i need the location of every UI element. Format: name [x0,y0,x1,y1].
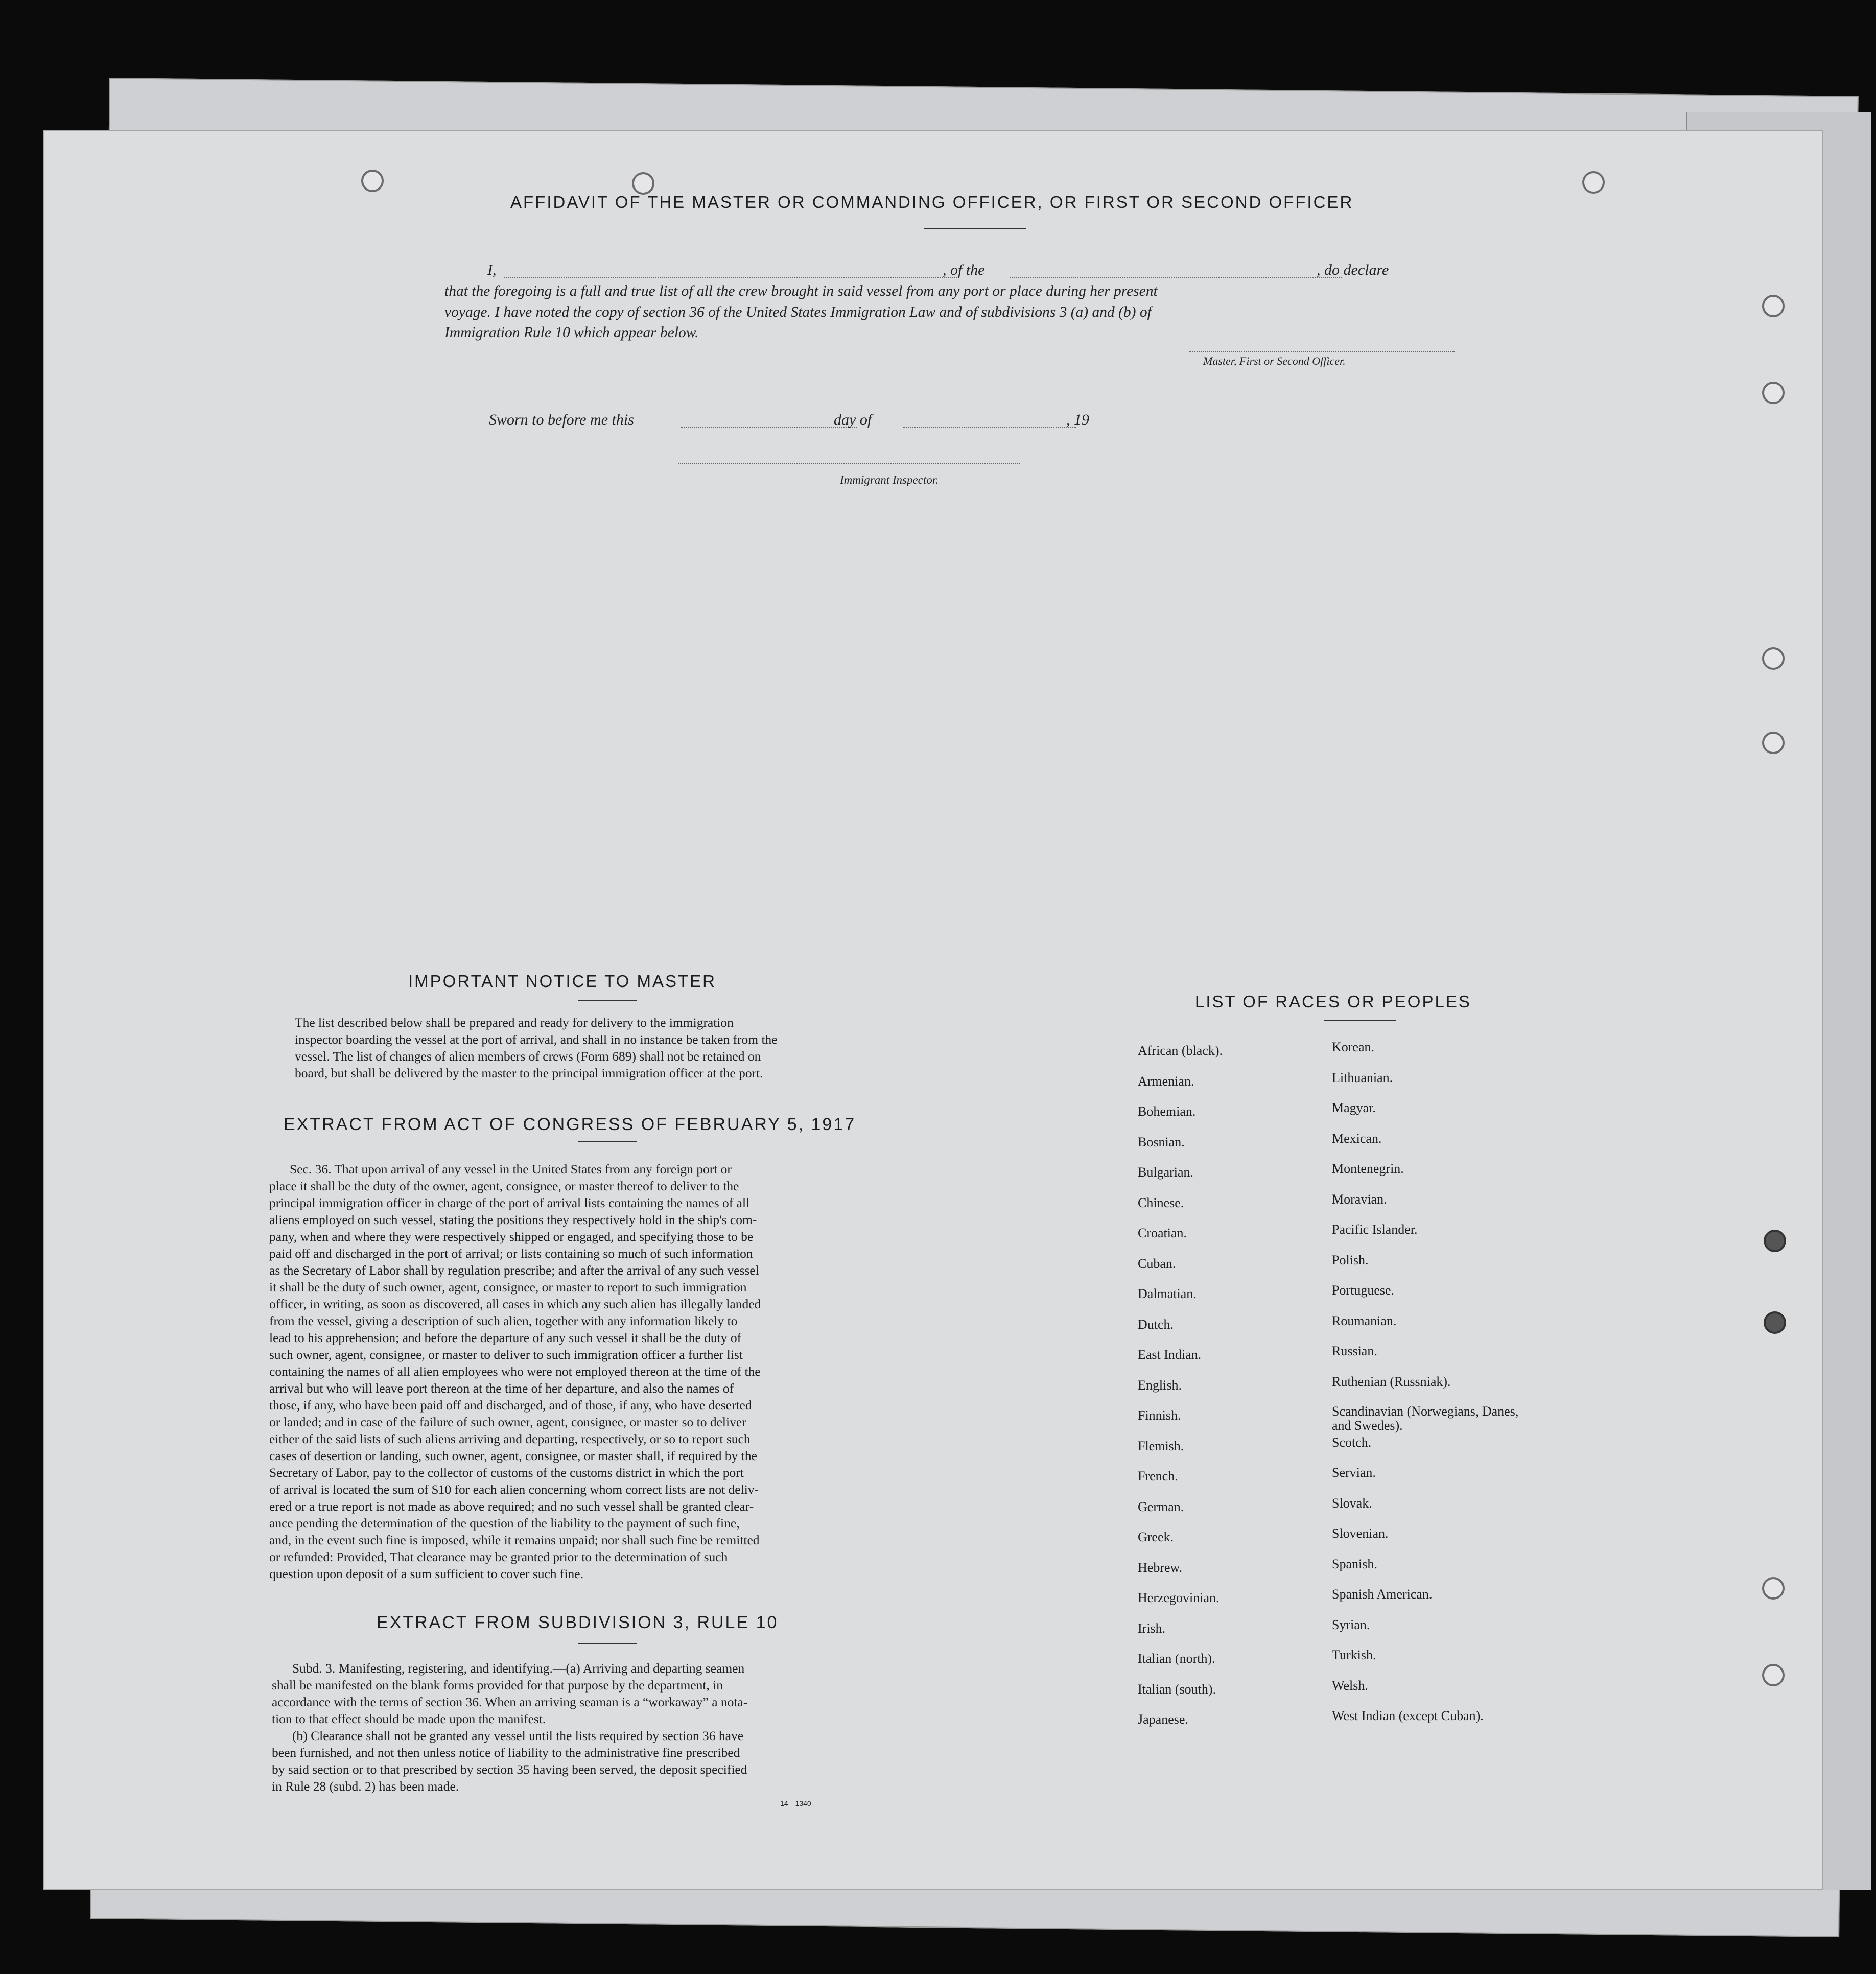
race-item: Italian (south). [1138,1681,1216,1697]
inspector-caption: Immigrant Inspector. [840,474,939,486]
race-item: Scotch. [1332,1435,1372,1450]
day-of-text: day of [834,411,872,428]
inspector-signature-field[interactable] [678,463,1020,464]
document-page [43,130,1823,1890]
race-item: Bohemian. [1138,1104,1196,1119]
act-rule [578,1141,637,1142]
affidavit-text-line: that the foregoing is a full and true list of all the crew brought in said vessel from any port or place during her present [444,283,1158,299]
punch-hole [361,170,384,192]
race-item: Armenian. [1138,1073,1194,1089]
race-item: Mexican. [1332,1131,1382,1146]
race-item: Syrian. [1332,1617,1370,1632]
race-item: Chinese. [1138,1195,1184,1210]
races-title: LIST OF RACES OR PEOPLES [1195,992,1471,1011]
act-line: ance pending the determination of the question of the liability to the payment of such fine, [269,1516,740,1531]
act-line: as the Secretary of Labor shall by regulation prescribe; and after the arrival of any such vessel [269,1263,759,1278]
affidavit-i: I, [487,262,497,278]
act-line: officer, in writing, as soon as discovered, all cases in which any such alien has illegally landed [269,1297,761,1311]
punch-hole [1764,1311,1786,1334]
races-right-column [1332,1040,1587,1739]
sworn-text: Sworn to before me this [489,411,634,428]
race-item: West Indian (except Cuban). [1332,1708,1484,1723]
rule-extract-title: EXTRACT FROM SUBDIVISION 3, RULE 10 [377,1613,779,1632]
rule-line: accordance with the terms of section 36. When an arriving seaman is a “workaway” a nota- [272,1695,748,1709]
race-item: Scandinavian (Norwegians, Danes, and Swedes). [1332,1404,1519,1433]
race-item: East Indian. [1138,1347,1202,1362]
race-item: Korean. [1332,1040,1375,1054]
race-item: Irish. [1138,1620,1166,1636]
rule-line: Subd. 3. Manifesting, registering, and identifying.—(a) Arriving and departing seamen [292,1661,745,1676]
year-text: , 19 [1066,411,1089,428]
affidavit-of-the: , of the [943,262,985,278]
act-line: question upon deposit of a sum sufficient to cover such fine. [269,1566,583,1581]
punch-hole [1762,1664,1785,1686]
race-item: Bosnian. [1138,1134,1185,1149]
title-rule [924,228,1026,229]
punch-hole [1762,295,1785,317]
race-item: Magyar. [1332,1100,1376,1115]
act-line: of arrival is located the sum of $10 for each alien concerning whom correct lists are not deliv- [269,1482,759,1497]
act-line: ered or a true report is not made as above required; and no such vessel shall be granted clear- [269,1499,754,1514]
race-item: Dutch. [1138,1317,1174,1332]
notice-text [295,1014,908,1082]
punch-hole [1762,382,1785,404]
race-item: Dalmatian. [1138,1286,1197,1301]
race-item: Flemish. [1138,1438,1184,1453]
races-left-column [1138,1043,1352,1743]
race-item: Greek. [1138,1530,1174,1544]
act-line: Sec. 36. That upon arrival of any vessel in the United States from any foreign port or [290,1162,732,1177]
act-line: lead to his apprehension; and before the departure of any such vessel it shall be the duty of [269,1330,742,1345]
race-item: Hebrew. [1138,1560,1183,1575]
act-line: those, if any, who have been paid off and discharged, and of those, if any, who have deserted [269,1398,752,1413]
act-line: arrival but who will leave port thereon at the time of her departure, and also the names of [269,1381,734,1396]
race-item: Pacific Islander. [1332,1222,1418,1237]
rule-rule [578,1643,637,1644]
affidavit-title: AFFIDAVIT OF THE MASTER OR COMMANDING OFFICER, OR FIRST OR SECOND OFFICER [510,193,1354,212]
races-rule [1324,1020,1396,1021]
notice-line: The list described below shall be prepared and ready for delivery to the immigration [295,1015,734,1030]
name-field[interactable] [504,277,959,278]
rule-line: in Rule 28 (subd. 2) has been made. [272,1779,459,1794]
race-item: Lithuanian. [1332,1070,1393,1085]
race-item: English. [1138,1377,1182,1393]
race-item: Montenegrin. [1332,1161,1404,1176]
act-line: or refunded: Provided, That clearance may be granted prior to the determination of such [269,1549,728,1564]
race-item: French. [1138,1469,1178,1484]
race-item: Italian (north). [1138,1651,1215,1666]
race-item: Bulgarian. [1138,1165,1194,1180]
notice-line: board, but shall be delivered by the master to the principal immigration officer at the port. [295,1066,763,1080]
act-line: such owner, agent, consignee, or master to deliver to such immigration officer a further list [269,1347,743,1362]
form-number: 14—1340 [780,1799,811,1807]
race-item: Welsh. [1332,1678,1368,1693]
act-line: paid off and discharged in the port of arrival; or lists containing so much of such information [269,1246,753,1261]
act-line: cases of desertion or landing, such owner, agent, consignee, or master shall, if required by the [269,1448,757,1463]
notice-line: vessel. The list of changes of alien members of crews (Form 689) shall not be retained on [295,1049,761,1064]
month-field[interactable] [903,427,1076,428]
notice-line: inspector boarding the vessel at the port of arrival, and shall in no instance be taken from the [295,1032,778,1047]
act-extract-text [269,1161,910,1582]
race-item: Herzegovinian. [1138,1590,1220,1605]
punch-hole [1764,1230,1786,1252]
race-item: African (black). [1138,1043,1223,1058]
affidavit-text-line: Immigration Rule 10 which appear below. [444,324,699,341]
rule-line: been furnished, and not then unless notice of liability to the administrative fine prescribed [272,1745,740,1760]
act-line: either of the said lists of such aliens arriving and departing, respectively, or so to report such [269,1431,751,1446]
race-item: Slovak. [1332,1495,1372,1511]
day-field[interactable] [681,427,857,428]
rule-line: (b) Clearance shall not be granted any vessel until the lists required by section 36 have [292,1728,744,1743]
race-item: Servian. [1332,1465,1376,1480]
affidavit-declare: , do declare [1317,262,1389,278]
race-item: Japanese. [1138,1712,1188,1727]
race-item: Croatian. [1138,1226,1187,1240]
rule-line: by said section or to that prescribed by section 35 having been served, the deposit specified [272,1762,747,1777]
punch-hole [1762,647,1785,670]
act-line: it shall be the duty of such owner, agent, consignee, or master to report to such immigration [269,1280,747,1295]
race-item: Slovenian. [1332,1526,1389,1541]
act-extract-title: EXTRACT FROM ACT OF CONGRESS OF FEBRUARY 5, 1917 [284,1115,856,1134]
race-item: Finnish. [1138,1408,1181,1423]
rule-extract-text [272,1660,910,1795]
affidavit-text-line: voyage. I have noted the copy of section 36 of the United States Immigration Law and of subdivisions 3 (a) and (b) of [444,304,1152,320]
race-item: Russian. [1332,1344,1377,1358]
race-item: Polish. [1332,1252,1369,1267]
act-line: Secretary of Labor, pay to the collector of customs of the customs district in which the port [269,1465,744,1480]
act-line: containing the names of all alien employees who were not employed thereon at the time of the [269,1364,761,1379]
race-item: Cuban. [1138,1256,1176,1271]
vessel-field[interactable] [1010,277,1342,278]
race-item: German. [1138,1499,1184,1514]
punch-hole [632,172,654,195]
race-item: Ruthenian (Russniak). [1332,1374,1451,1389]
punch-hole [1762,1577,1785,1600]
act-line: aliens employed on such vessel, stating the positions they respectively hold in the ship's com- [269,1212,757,1227]
act-line: place it shall be the duty of the owner, agent, consignee, or master thereof to deliver to the [269,1179,739,1193]
act-line: principal immigration officer in charge of the port of arrival lists containing the names of all [269,1195,750,1210]
race-item: Moravian. [1332,1191,1387,1207]
rule-line: shall be manifested on the blank forms provided for that purpose by the department, in [272,1678,723,1693]
race-item: Spanish American. [1332,1587,1433,1602]
race-item: Turkish. [1332,1648,1376,1662]
act-line: and, in the event such fine is imposed, while it remains unpaid; nor shall such fine be remitted [269,1533,760,1547]
act-line: pany, when and where they were respectively shipped or engaged, and specifying those to be [269,1229,754,1244]
race-item: Roumanian. [1332,1313,1397,1328]
notice-title: IMPORTANT NOTICE TO MASTER [408,972,717,991]
punch-hole [1582,171,1605,194]
signature-caption: Master, First or Second Officer. [1203,355,1346,367]
race-item: Spanish. [1332,1556,1377,1571]
signature-field[interactable] [1189,351,1455,352]
race-item: Portuguese. [1332,1283,1395,1298]
punch-hole [1762,732,1785,754]
act-line: from the vessel, giving a description of such alien, together with any information likely to [269,1313,738,1328]
rule-line: tion to that effect should be made upon the manifest. [272,1711,546,1726]
notice-rule [578,1000,637,1001]
act-line: or landed; and in case of the failure of such owner, agent, consignee, or master so to deliver [269,1415,746,1429]
